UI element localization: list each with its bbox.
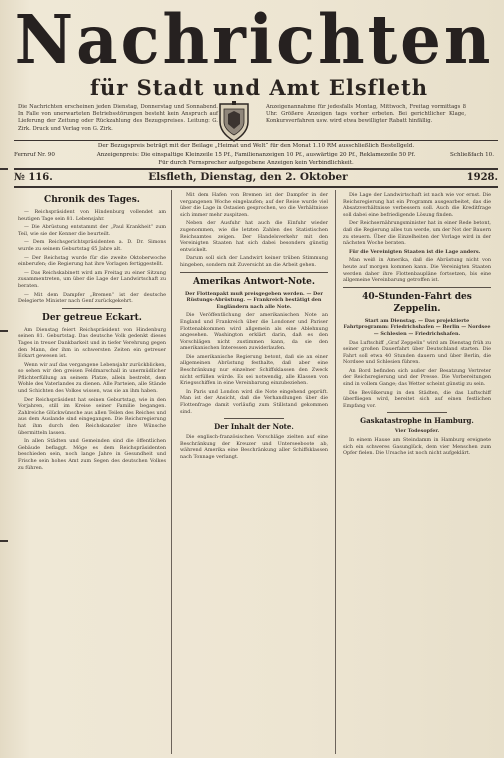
advertising-info: Anzeigenannahme für jedesfalls Montag, Mittwoch, Freitag vormittags 8 Uhr. Größere Anzeigen tags vorher erbeten. Bei gerichtlicher Klage, Konkursverfahren usw. wird etwa bewilligter Rabatt hinfällig. bbox=[266, 104, 466, 125]
column-2 bbox=[180, 192, 328, 463]
divider bbox=[343, 287, 491, 288]
article-heading: Chronik des Tages. bbox=[44, 195, 140, 205]
article-paragraph: Darum soll sich der Landwirt keiner trüben Stimmung hingeben, sondern mit Zuversicht an die Arbeit gehen. bbox=[180, 255, 328, 268]
article-paragraph: — Die Abrüstung entstammt der „Paul Krankheit“ zum Teil, wie sie der Kenner die beurteilt. bbox=[18, 224, 166, 237]
masthead-title: Nachrichten bbox=[14, 1, 494, 80]
article-paragraph: Das Luftschiff „Graf Zeppelin“ wird am Dienstag früh zu seiner großen Dauerfahrt über Deutschland starten. Die Fahrt soll etwa 40 Stunden dauern und über Berlin, die Nordsee und Schlesien führen. bbox=[343, 339, 491, 366]
issue-date: Elsfleth, Dienstag, den 2. Oktober bbox=[148, 171, 348, 183]
article-paragraph: Neben der Ausfuhr hat auch die Einfuhr wieder zugenommen, wie die letzten Zahlen des Statistischen Reichsamtes zeigen. Der Handelsverkehr mit den Vereinigten Staaten hat sich dabei besonders günstig entwickelt. bbox=[180, 220, 328, 253]
article-heading: 40-Stunden-Fahrt des Zeppelin. bbox=[362, 291, 472, 314]
article-paragraph: An Bord befinden sich außer der Besatzung Vertreter der Reichsregierung und der Presse. Die Vorbereitungen sind in vollem Gange; das Wetter scheint günstig zu sein. bbox=[343, 367, 491, 388]
article-paragraph: — Mit dem Dampfer „Bremen“ ist der deutsche Delegierte Minister nach Genf zurückgekehrt. bbox=[18, 291, 166, 305]
article-subheading: Der Flottenpakt muß preisgegeben werden. — Der Rüstungs-Abrüstung. — Frankreich bestätigt den Engländern nach alle Note. bbox=[185, 290, 323, 310]
divider bbox=[224, 418, 284, 419]
article-subheading: Start am Dienstag. — Das projektierte Fahrtprogramm: Friedrichshafen — Berlin — Nordsee — Schlesien — Friedrichshafen. bbox=[343, 317, 491, 337]
article-heading: Gaskatastrophe in Hamburg. bbox=[360, 416, 474, 426]
article-paragraph: Man weiß in Amerika, daß die Abrüstung nicht von heute auf morgen kommen kann. Die Vereinigten Staaten werden daher ihre Flottenbaupläne fortsetzen, bis eine allgemeine Vereinbarung getroffen ist. bbox=[343, 257, 491, 284]
issue-number: № 116. bbox=[14, 172, 53, 183]
post-box: Schließfach 10. bbox=[450, 152, 495, 158]
phone-number: Fernruf Nr. 90 bbox=[14, 152, 55, 158]
page-edge-mark bbox=[0, 330, 8, 332]
article-paragraph: Die englisch-französischen Vorschläge zielten auf eine Beschränkung der Kreuzer und Unterseeboote ab, während Amerika eine Beschränkung aller Schiffsklassen nach Tonnage verlangt. bbox=[180, 434, 328, 460]
divider bbox=[62, 308, 122, 309]
coat-of-arms-icon bbox=[216, 100, 252, 144]
divider bbox=[387, 412, 447, 413]
article-subheading: Vier Todesopfer. bbox=[394, 428, 440, 435]
page-edge-mark bbox=[0, 168, 8, 170]
article-paragraph: Der Reichspräsident hat seinen Geburtstag, wie in den Vorjahren, still im Kreise seiner Familie begangen. Zahlreiche Glückwünsche aus allen Teilen des Reiches und aus dem Auslande sind eingegangen. Die Reichsregierung hat ihm durch den Reichskanzler ihre Wünsche übermitteln lassen. bbox=[18, 396, 166, 436]
phone-ad-note: Für durch Fernsprecher aufgegebene Anzeigen kein Verbindlichkeit. bbox=[158, 160, 354, 166]
article-paragraph: Mit dem Hafen von Bremen ist der Dampfer in der vergangenen Woche eingelaufen; auf der Reise wurde viel über die Lage in Ostasien gesprochen, wo die Verhältnisse sich immer mehr zuspitzen. bbox=[180, 192, 328, 218]
article-heading: Amerikas Antwort-Note. bbox=[193, 276, 315, 287]
column-rule bbox=[171, 190, 172, 754]
article-heading: Der Inhalt der Note. bbox=[214, 422, 294, 432]
article-paragraph: Die Bevölkerung in den Städten, die das Luftschiff überfliegen wird, bereitet sich auf einen festlichen Empfang vor. bbox=[343, 389, 491, 409]
article-paragraph: Der Reichsernährungsminister hat in einer Rede betont, daß die Regierung alles tun werde, um der Not der Bauern zu steuern. Über die Einzelheiten der Vorlage wird in der nächsten Woche beraten. bbox=[343, 220, 491, 247]
article-paragraph: — Der Reichstag wurde für die zweite Oktoberwoche einberufen; die Regierung hat ihre Vorlagen fertiggestellt. bbox=[18, 254, 166, 268]
subscription-price: Der Bezugspreis beträgt mit der Beilage „Heimat und Welt“ für den Monat 1.10 RM ausschließlich Bestellgeld. bbox=[97, 143, 415, 149]
article-subheading: Für die Vereinigten Staaten ist die Lage anders. bbox=[349, 248, 481, 255]
rule bbox=[14, 186, 498, 188]
article-heading: Der getreue Eckart. bbox=[42, 312, 142, 323]
issue-year: 1928. bbox=[466, 172, 498, 183]
column-3 bbox=[343, 192, 491, 459]
article-paragraph: In einem Hause am Steindamm in Hamburg ereignete sich ein schweres Gasunglück, dem vier Menschen zum Opfer fielen. Die Ursache ist noch nicht aufgeklärt. bbox=[343, 437, 491, 457]
advertising-price: Anzeigenpreis: Die einspaltige Kleinzeile 15 Pf., Familienanzeigen 10 Pf., auswärtige 20 Pf., Reklamezeile 50 Pf. bbox=[96, 152, 416, 158]
article-paragraph: Die amerikanische Regierung betont, daß sie an einer allgemeinen Abrüstung festhalte, daß aber eine Beschränkung nur einzelner Schiffsklassen den Zweck nicht erfüllen würde. Es sei notwendig, alle Klassen von Kriegsschiffen in eine Vereinbarung einzubeziehen. bbox=[180, 353, 328, 387]
column-1 bbox=[18, 192, 166, 473]
divider bbox=[180, 272, 328, 273]
article-paragraph: — Dem Reichsgerichtspräsidenten a. D. Dr. Simons wurde zu seinem Geburtstag 65 Jahre alt. bbox=[18, 239, 166, 252]
article-paragraph: — Reichspräsident von Hindenburg vollendet am heutigen Tage sein 81. Lebensjahr. bbox=[18, 209, 166, 222]
article-paragraph: — Das Reichskabinett wird am Freitag zu einer Sitzung zusammentreten, um über die Lage der Landwirtschaft zu beraten. bbox=[18, 269, 166, 289]
rule bbox=[14, 168, 498, 170]
masthead-subtitle: für Stadt und Amt Elsfleth bbox=[89, 75, 429, 100]
publication-info: Die Nachrichten erscheinen jeden Dienstag, Donnerstag und Sonnabend. In Falle von unerwarteten Betriebsstörungen besteht kein Anspruch auf Lieferung der Zeitung oder Rückzahlung des Bezugspreises. Leitung: G. Zirk. Druck und Verlag von G. Zirk. bbox=[18, 104, 218, 132]
article-paragraph: Wenn wir auf das vergangene Lebensjahr zurückblicken, so sehen wir den greisen Feldmarschall in unermüdlicher Pflichterfüllung an seinem Platze, allein bestrebt, dem Wohle des Vaterlandes zu dienen. Alle Parteien, alle Stände und Schichten des Volkes wissen, was sie an ihm haben. bbox=[18, 361, 166, 395]
article-paragraph: In allen Städten und Gemeinden sind die öffentlichen Gebäude beflaggt. Möge es dem Reichspräsidenten beschieden sein, noch lange Jahre in Gesundheit und Frische sein hohes Amt zum Segen des deutschen Volkes zu führen. bbox=[18, 438, 166, 471]
article-paragraph: In Paris und London wird die Note eingehend geprüft. Man ist der Ansicht, daß die Verhandlungen über die Flottenfrage damit vorläufig zum Stillstand gekommen sind. bbox=[180, 388, 328, 415]
rule bbox=[14, 140, 498, 141]
page-edge-mark bbox=[0, 540, 8, 542]
column-rule bbox=[335, 190, 336, 754]
article-paragraph: Die Lage der Landwirtschaft ist nach wie vor ernst. Die Reichsregierung hat ein Programm ausgearbeitet, das die Absatzverhältnisse verbessern soll. Auch die Kreditfrage soll dabei eine befriedigende Lösung finden. bbox=[343, 192, 491, 218]
article-paragraph: Die Veröffentlichung der amerikanischen Note an England und Frankreich über die Londoner und Pariser Flottenabkommen wird allgemein als eine Ablehnung angesehen. Washington erklärt darin, daß es den Vorschlägen nicht zustimmen kann, da sie den amerikanischen Interessen zuwiderlaufen. bbox=[180, 312, 328, 352]
article-paragraph: Am Dienstag feiert Reichspräsident von Hindenburg seinen 81. Geburtstag. Das deutsche Volk gedenkt dieses Tages in treuer Dankbarkeit und in tiefer Verehrung gegen den Mann, der ihm in schwersten Zeiten ein getreuer Eckart gewesen ist. bbox=[18, 326, 166, 360]
